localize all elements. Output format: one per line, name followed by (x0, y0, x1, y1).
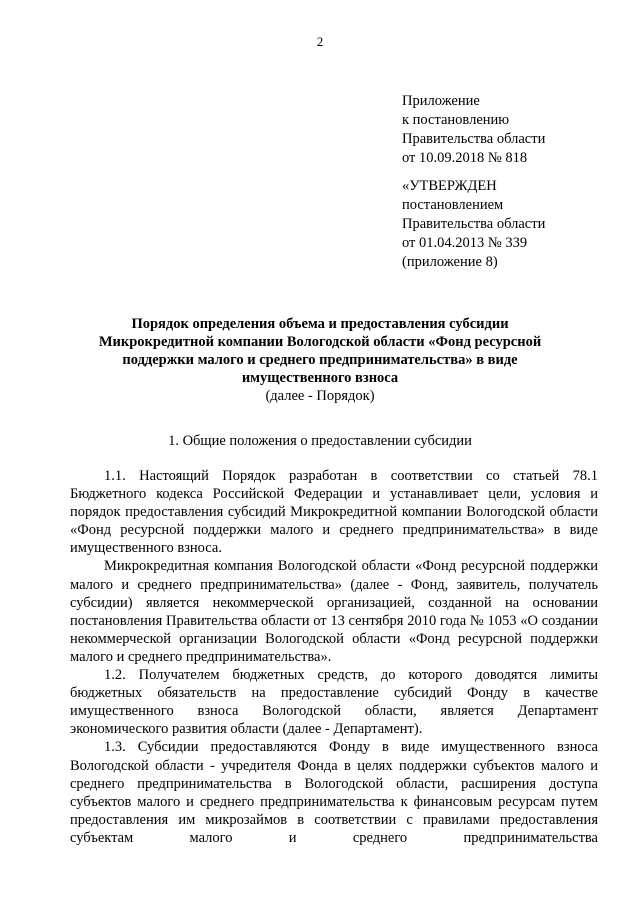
title-subtitle: (далее - Порядок) (265, 388, 375, 404)
approved-line: от 01.04.2013 № 339 (402, 235, 528, 251)
appendix-line: к постановлению (402, 112, 510, 128)
paragraph: 1.2. Получателем бюджетных средств, до которого доводятся лимиты бюджетных обязательств на предоставление субсидий Фонду в качестве имущественного взноса Вологодской области, является Департамент экономического развития области (далее - Департамент). (70, 667, 598, 738)
section-heading: 1. Общие положения о предоставлении субсидии (168, 433, 472, 449)
appendix-line: Приложение (402, 93, 480, 109)
title-line: имущественного взноса (241, 370, 399, 386)
title-line: Порядок определения объема и предоставления субсидии (131, 316, 509, 332)
title-line: поддержки малого и среднего предпринимательства» в виде (122, 352, 518, 368)
paragraph: 1.1. Настоящий Порядок разработан в соответствии со статьей 78.1 Бюджетного кодекса Российской Федерации и устанавливает цели, условия и порядок предоставления субсидий Микрокредитной компании Вологодской области «Фонд ресурсной поддержки малого и среднего предпринимательства» в виде имущественного взноса. (70, 468, 598, 557)
page-number: 2 (316, 34, 324, 49)
title-line: Микрокредитной компании Вологодской области «Фонд ресурсной (98, 334, 542, 350)
approved-line: постановлением (402, 197, 504, 213)
approved-line: (приложение 8) (402, 254, 498, 270)
body-text (70, 467, 598, 847)
approved-line: Правительства области (402, 216, 546, 232)
appendix-line: от 10.09.2018 № 818 (402, 150, 528, 166)
appendix-block (402, 92, 545, 168)
paragraph: 1.3. Субсидии предоставляются Фонду в виде имущественного взноса Вологодской области - учредителя Фонда в целях поддержки субъектов малого и среднего предпринимательства в Вологодской области, расширения доступа субъектов малого и среднего предпринимательства к финансовым ресурсам путем предоставления им микрозаймов в соответствии с правилами предоставления субъектам малого и среднего предпринимательства (70, 739, 598, 846)
approved-line: «УТВЕРЖДЕН (402, 178, 497, 194)
document-title (60, 315, 580, 405)
paragraph: Микрокредитная компания Вологодской области «Фонд ресурсной поддержки малого и среднего предпринимательства» (далее - Фонд, заявитель, получатель субсидии) является некоммерческой организацией, созданной на основании постановления Правительства области от 13 сентября 2010 года № 1053 «О создании некоммерческой организации Вологодской области «Фонд ресурсной поддержки малого и среднего предпринимательства». (70, 558, 598, 665)
approved-block (402, 177, 545, 272)
appendix-line: Правительства области (402, 131, 546, 147)
